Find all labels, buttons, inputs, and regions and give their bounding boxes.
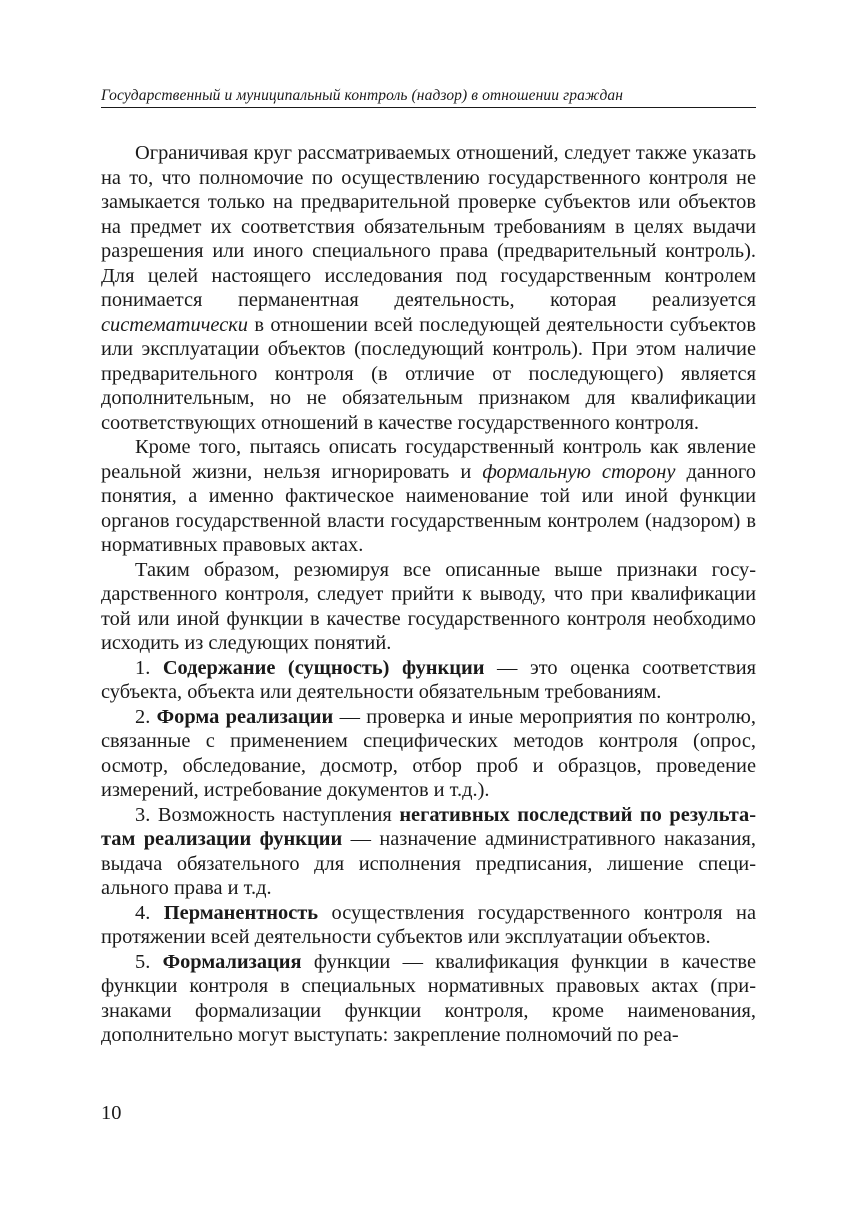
paragraph-2-part-a: Кроме того, пытаясь описать государственный контроль как явление реальной жизни, нельзя игнорировать и xyxy=(101,436,756,483)
list-item-2-number: 2. xyxy=(135,705,157,728)
paragraph-2 xyxy=(101,435,756,558)
list-item-3-definition: — назначение административного наказания, выдача обязательного для исполнения предписания, лишение специального права и т.д. xyxy=(101,828,756,899)
list-item-5-number: 5. xyxy=(135,950,163,973)
page-number: 10 xyxy=(101,1102,122,1124)
paragraph-1-part-b: в отношении всей последующей деятельности субъектов или эксплуатации объектов (последующий контроль). При этом наличие предварительного контроля (в отличие от последующего) является дополнительным, но не обязательным признаком для квалификации соответствующих отношений в качестве государственного контроля. xyxy=(101,313,756,434)
list-item-3 xyxy=(101,803,756,901)
list-item-2-definition: — проверка и иные мероприятия по контролю, связанные с применением специфических методов контроля (опрос, осмотр, обследование, досмотр, отбор проб и образцов, проведение измерений, истребование документов и т.д.). xyxy=(101,705,756,801)
list-item-3-lead: 3. Возможность наступления xyxy=(135,803,400,826)
list-item-1-term: Содержание (сущность) функции xyxy=(162,656,485,679)
list-item-4-term: Перманентность xyxy=(163,901,319,924)
list-item-5-definition: функции — квалификация функции в качестве функции контроля в специальных нормативных правовых актах (признаками формализации функции контроля, кроме наименования, дополнительно могут выступать: закрепление полномочий по реа- xyxy=(101,950,756,1046)
list-item-5 xyxy=(101,950,756,1048)
paragraph-1-part-a: Ограничивая круг рассматриваемых отношений, следует также указать на то, что полномочие по осуществлению государственного контроля не замыкается только на предварительной проверке субъектов или объектов на предмет их соответствия обязательным требованиям в целях выдачи разрешения или иного специального права (предварительный контроль). Для целей настоящего исследования под государственным контролем понимается перманентная деятельность, которая реализуется xyxy=(101,142,756,311)
paragraph-2-emphasis: формальную сторону xyxy=(482,460,676,483)
paragraph-1 xyxy=(101,141,756,435)
list-item-4-number: 4. xyxy=(135,901,164,924)
running-header: Государственный и муниципальный контроль (надзор) в отношении граждан xyxy=(101,87,624,104)
header-rule xyxy=(101,107,756,108)
list-item-2 xyxy=(101,705,756,803)
list-item-4 xyxy=(101,901,756,950)
paragraph-1-emphasis: систематически xyxy=(101,313,248,336)
paragraph-3-text: Таким образом, резюмируя все описанные выше признаки государственного контроля, следует прийти к выводу, что при квалификации той или иной функции в качестве государственного контроля необходимо исходить из следующих понятий. xyxy=(101,558,756,654)
list-item-1-number: 1. xyxy=(135,656,163,679)
list-item-4-definition: осуществления государственного контроля на протяжении всей деятельности субъектов или эксплуатации объектов. xyxy=(101,901,756,948)
paragraph-2-part-b: данного понятия, а именно фактическое наименование той или иной функции органов государственной власти государственным контролем (надзором) в нормативных правовых актах. xyxy=(101,460,756,556)
list-item-5-term: Формализация xyxy=(162,950,302,973)
list-item-3-term: негативных последствий по результатам реализации функции xyxy=(101,803,756,850)
body-text xyxy=(101,141,756,1048)
list-item-1-definition: — это оценка соответствия субъекта, объекта или деятельности обязательным требованиям. xyxy=(101,656,756,703)
list-item-1 xyxy=(101,656,756,705)
list-item-2-term: Форма реализации xyxy=(156,705,334,728)
paragraph-3 xyxy=(101,558,756,656)
